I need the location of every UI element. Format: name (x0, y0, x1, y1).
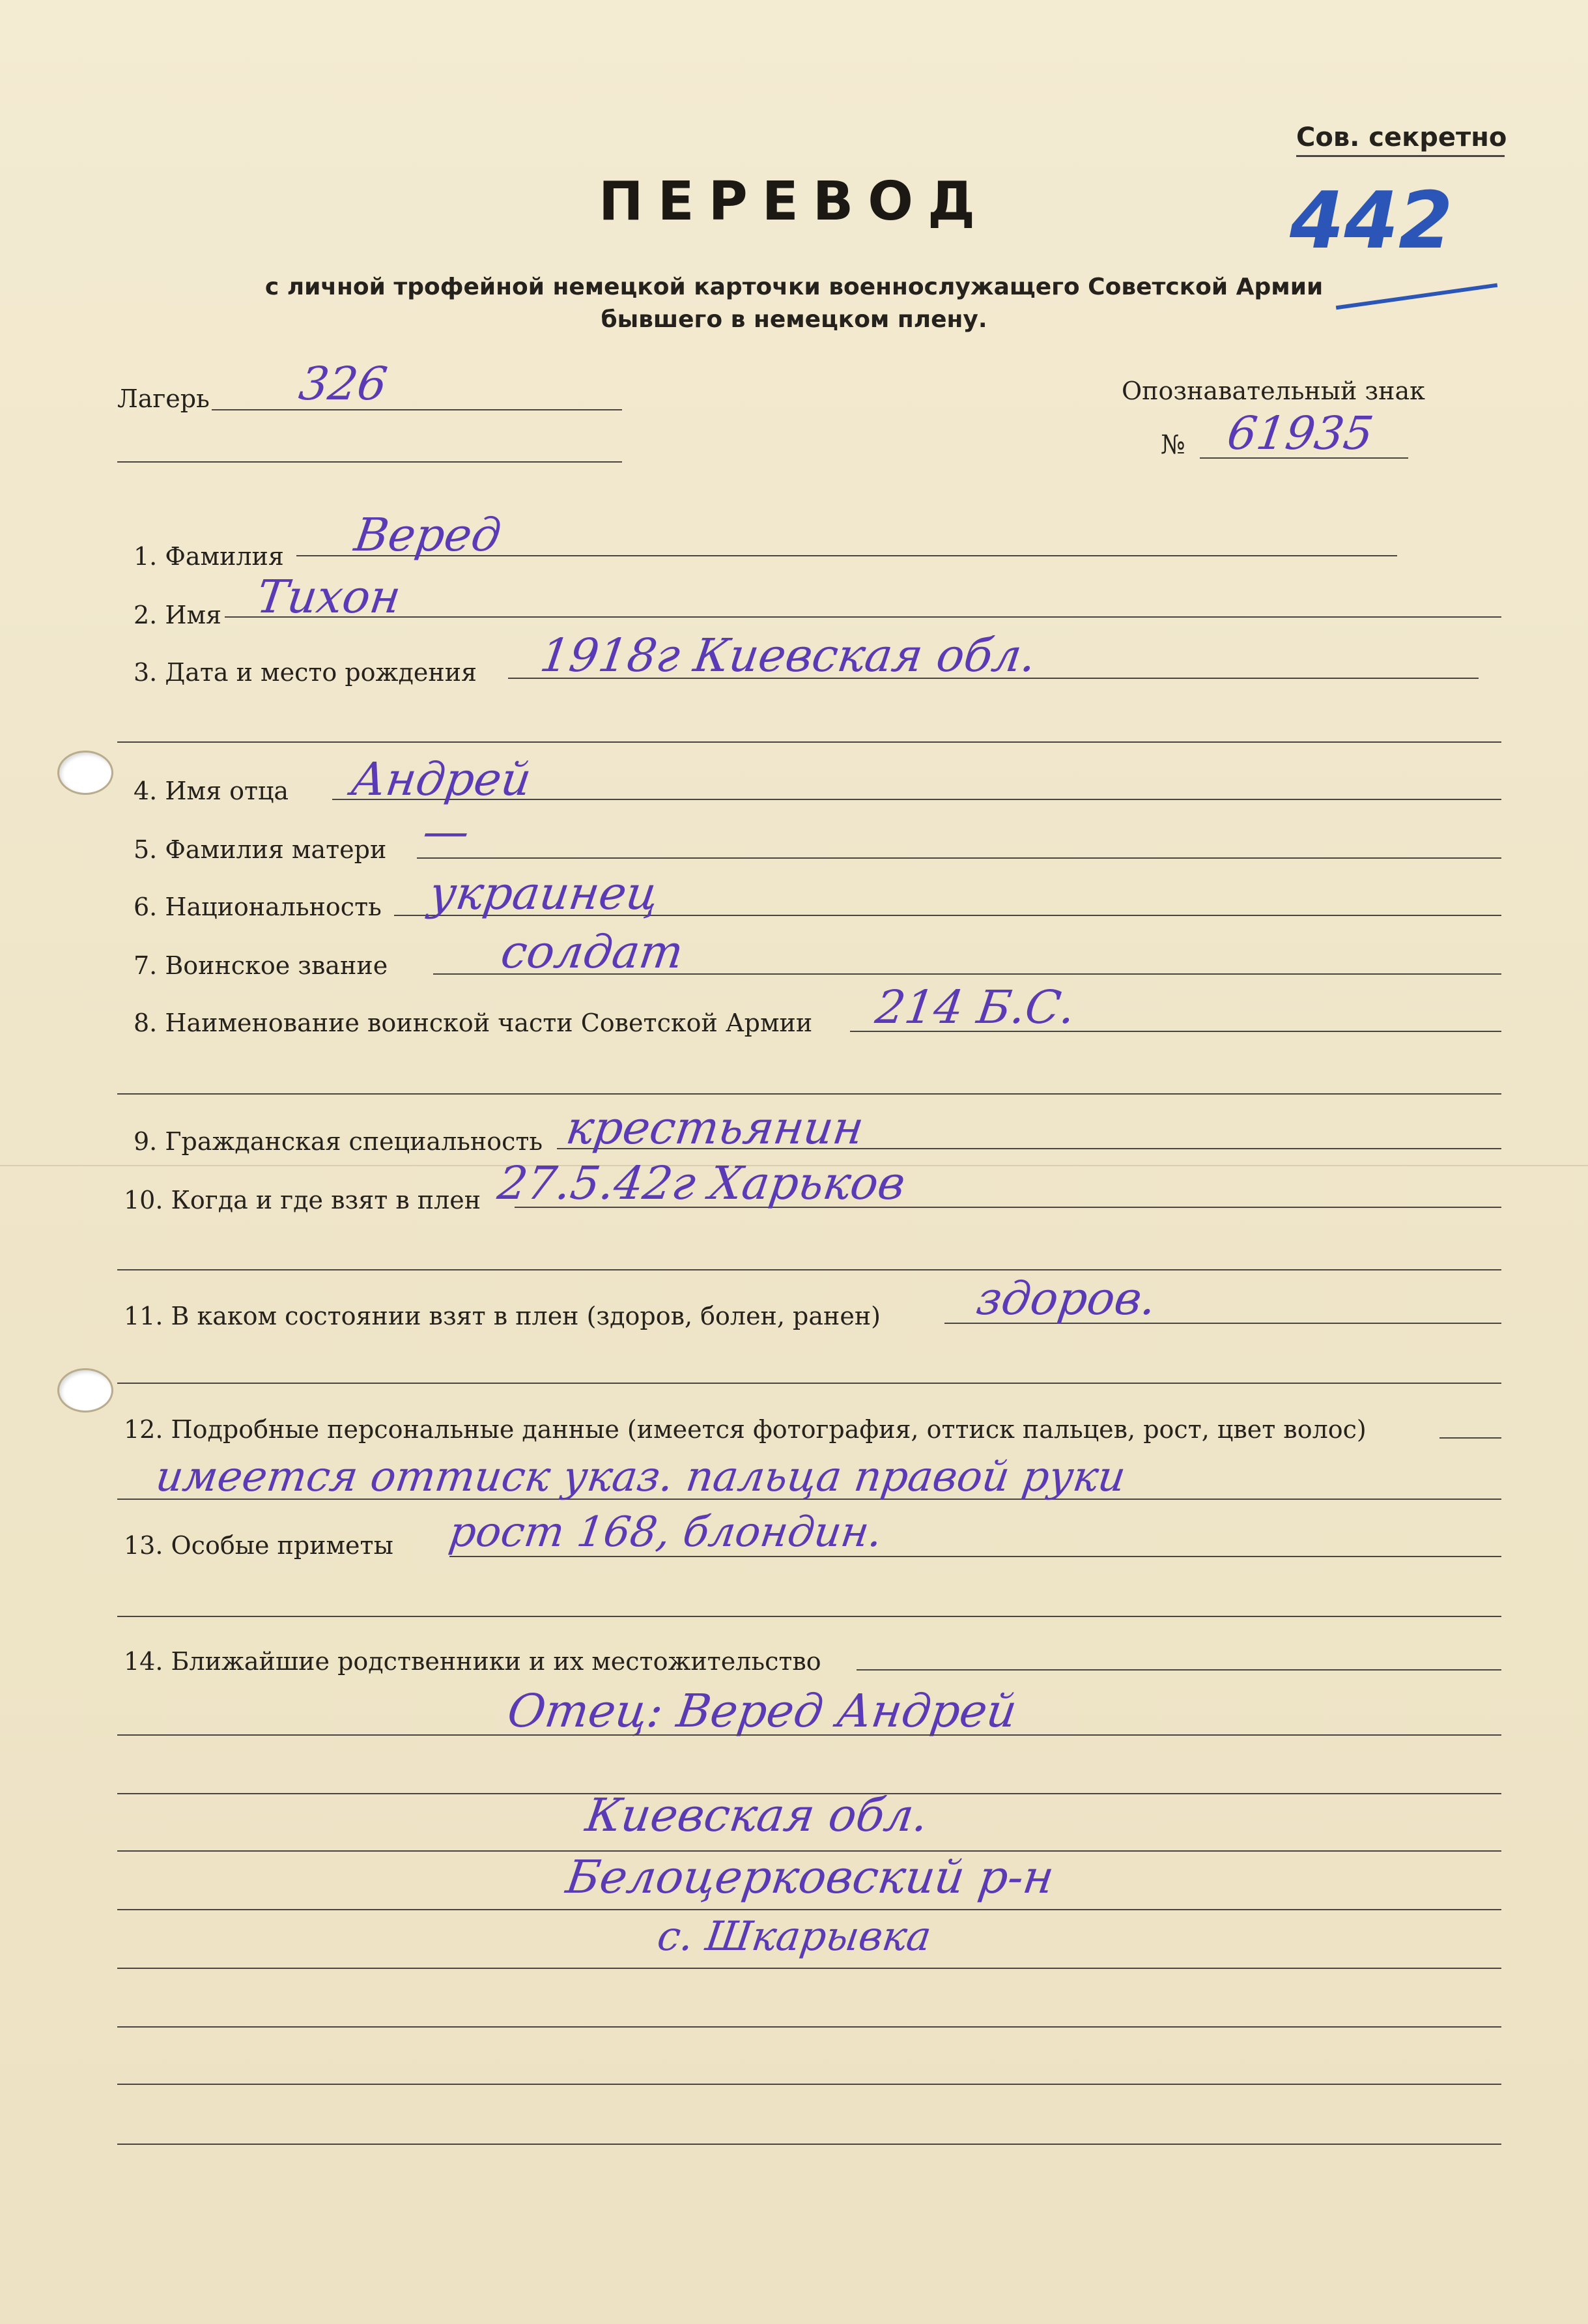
field-4-label: 4. Имя отца (134, 777, 289, 805)
field-8-value: 214 Б.С. (872, 981, 1079, 1034)
document-subtitle-line2: бывшего в немецком плену. (601, 306, 987, 333)
field-5-line (417, 857, 1501, 859)
field-11-label: 11. В каком состоянии взят в плен (здоров, болен, ранен) (124, 1302, 881, 1330)
field-11-value: здоров. (973, 1272, 1160, 1325)
field-6-value: украинец (426, 867, 662, 920)
field-10-value: 27.5.42г Харьков (494, 1156, 909, 1210)
field-8-line-2 (117, 1093, 1501, 1095)
field-14-line-8 (117, 2084, 1501, 2085)
field-6-label: 6. Национальность (134, 893, 382, 921)
camp-label: Лагерь (117, 384, 210, 413)
field-12-label: 12. Подробные персональные данные (имеется фотография, оттиск пальцев, рост, цвет волос) (124, 1415, 1367, 1444)
field-14-line-7 (117, 2026, 1501, 2028)
registration-number: 442 (1290, 176, 1453, 266)
document-title: ПЕРЕВОД (599, 171, 989, 233)
field-5-value: — (419, 805, 473, 858)
field-7-value: солдат (498, 925, 687, 979)
field-10-line-2 (117, 1269, 1501, 1270)
field-14-line-6 (117, 1968, 1501, 1969)
field-13-line-2 (117, 1616, 1501, 1617)
field-1-label: 1. Фамилия (134, 542, 284, 571)
field-7-label: 7. Воинское звание (134, 951, 388, 980)
field-14-line-2 (117, 1734, 1501, 1736)
classification-underline (1296, 155, 1505, 157)
camp-line-2 (117, 461, 622, 463)
field-3-label: 3. Дата и место рождения (134, 658, 477, 687)
document-subtitle-line1: с личной трофейной немецкой карточки военнослужащего Советской Армии (264, 274, 1324, 300)
id-mark-value: 61935 (1224, 407, 1377, 460)
field-9-label: 9. Гражданская специальность (134, 1127, 543, 1156)
field-14-value-line2: Киевская обл. (582, 1788, 932, 1842)
id-mark-number-label: № (1161, 430, 1185, 460)
field-11-line-2 (117, 1383, 1501, 1384)
field-13-label: 13. Особые приметы (124, 1531, 393, 1560)
field-9-value: крестьянин (563, 1101, 868, 1155)
field-12-line (1439, 1437, 1501, 1439)
field-12-value: имеется оттиск указ. пальца правой руки (152, 1453, 1129, 1501)
classification-label: Сов. секретно (1296, 122, 1507, 152)
field-14-label: 14. Ближайшие родственники и их местожительство (124, 1647, 821, 1676)
field-2-value: Тихон (253, 570, 404, 624)
id-mark-label: Опознавательный знак (1122, 377, 1425, 405)
field-4-value: Андрей (348, 753, 535, 806)
field-14-line (857, 1669, 1501, 1671)
field-14-value-line1: Отец: Веред Андрей (504, 1684, 1021, 1738)
field-10-label: 10. Когда и где взят в плен (124, 1186, 481, 1214)
field-2-label: 2. Имя (134, 601, 222, 629)
field-8-label: 8. Наименование воинской части Советской Армии (134, 1009, 813, 1037)
punch-hole-bottom (57, 1368, 113, 1413)
field-1-value: Веред (351, 508, 505, 562)
field-14-value-line3: Белоцерковский р-н (563, 1850, 1058, 1904)
field-14-line-9 (117, 2144, 1501, 2145)
camp-line (212, 409, 622, 410)
field-14-value-line4: с. Шкарывка (654, 1912, 935, 1960)
field-3-line-2 (117, 741, 1501, 743)
field-3-value: 1918г Киевская обл. (537, 629, 1040, 682)
field-14-line-5 (117, 1909, 1501, 1910)
field-5-label: 5. Фамилия матери (134, 835, 387, 864)
punch-hole-top (57, 751, 113, 795)
field-2-line (225, 616, 1501, 618)
camp-value: 326 (296, 357, 391, 410)
field-13-value: рост 168, блондин. (446, 1508, 886, 1557)
